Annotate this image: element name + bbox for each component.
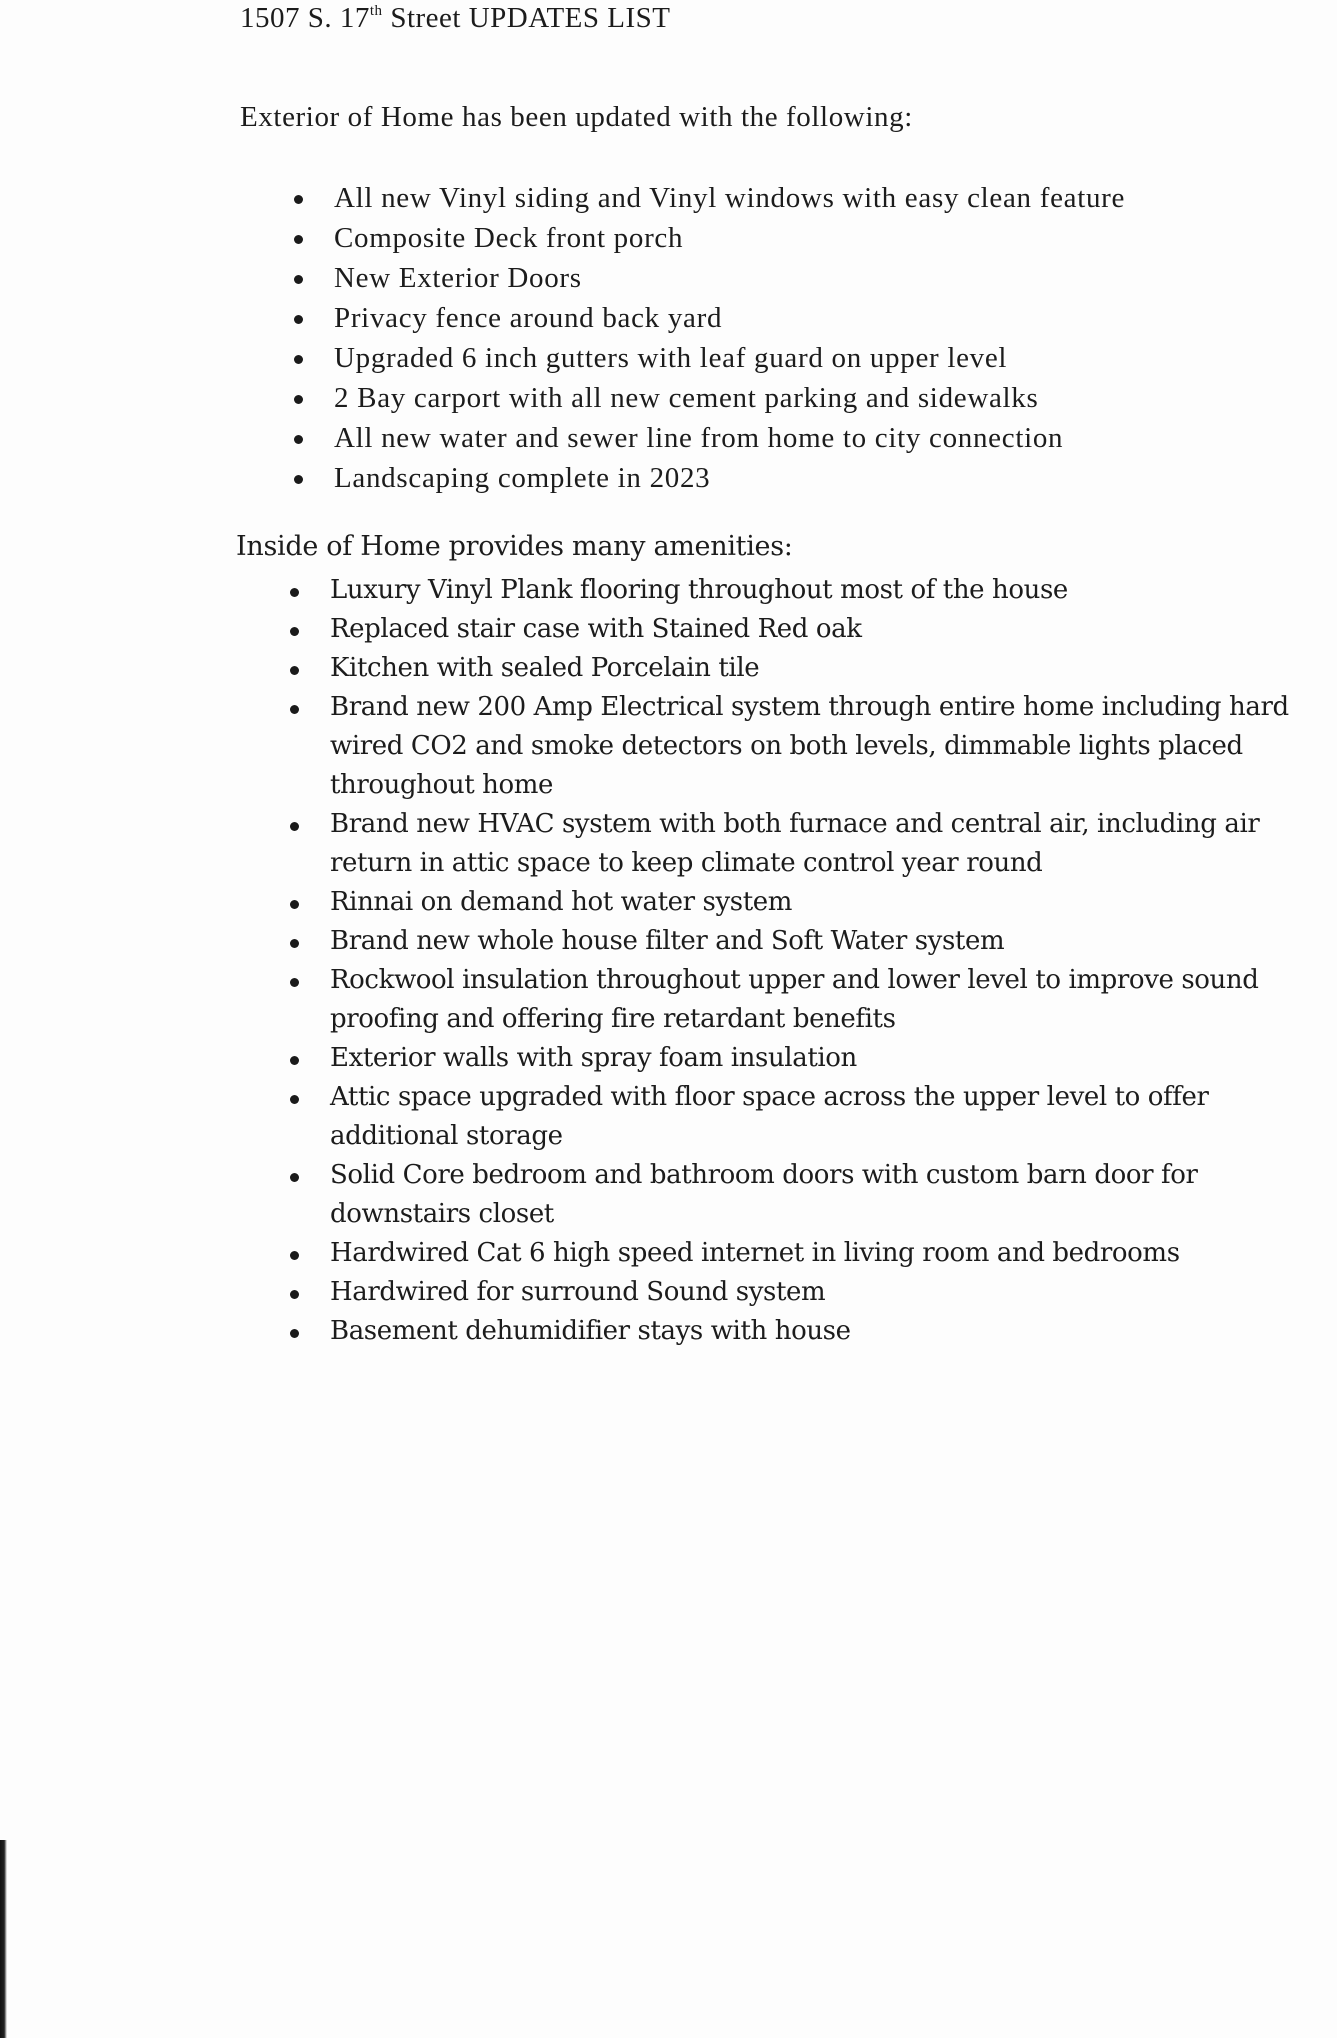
bullet-icon: [290, 1056, 299, 1065]
list-item-text: Replaced stair case with Stained Red oak: [330, 614, 862, 644]
list-item-text: Hardwired Cat 6 high speed internet in living room and bedrooms: [330, 1238, 1180, 1268]
list-item-text: Brand new whole house filter and Soft Water system: [330, 926, 1005, 956]
list-item-text: Landscaping complete in 2023: [334, 462, 711, 494]
bullet-icon: [290, 939, 299, 948]
bullet-icon: [294, 235, 303, 244]
list-item: [330, 961, 1330, 1039]
bullet-icon: [290, 627, 299, 636]
list-item: [330, 1039, 1330, 1078]
scan-shadow-edge: [0, 1840, 7, 2038]
interior-list: [330, 571, 1330, 1351]
list-item-text: All new Vinyl siding and Vinyl windows with easy clean feature: [334, 182, 1126, 214]
bullet-icon: [290, 978, 299, 987]
list-item: [330, 805, 1330, 883]
list-item-text: Brand new 200 Amp Electrical system through entire home including hard wired CO2 and smoke detectors on both levels, dimmable lights placed throughout home: [330, 692, 1289, 800]
list-item: [330, 1078, 1330, 1156]
list-item-text: Exterior walls with spray foam insulation: [330, 1043, 857, 1073]
title-prefix: 1507 S. 17: [240, 2, 370, 34]
bullet-icon: [294, 435, 303, 444]
bullet-icon: [290, 1173, 299, 1182]
interior-heading: Inside of Home provides many amenities:: [236, 531, 793, 562]
title-suffix: Street UPDATES LIST: [382, 2, 671, 34]
bullet-icon: [290, 1095, 299, 1104]
bullet-icon: [294, 475, 303, 484]
list-item: [330, 610, 1330, 649]
list-item: [330, 922, 1330, 961]
list-item: [330, 571, 1330, 610]
list-item-text: Privacy fence around back yard: [334, 302, 723, 334]
list-item-text: New Exterior Doors: [334, 262, 582, 294]
bullet-icon: [290, 705, 299, 714]
bullet-icon: [294, 395, 303, 404]
list-item-text: Rockwool insulation throughout upper and lower level to improve sound proofing and offering fire retardant benefits: [330, 965, 1259, 1034]
list-item: [334, 338, 1294, 378]
bullet-icon: [290, 1290, 299, 1299]
list-item: [334, 218, 1294, 258]
list-item: [330, 649, 1330, 688]
list-item-text: Upgraded 6 inch gutters with leaf guard on upper level: [334, 342, 1008, 374]
list-item: [330, 688, 1330, 805]
list-item-text: Kitchen with sealed Porcelain tile: [330, 653, 760, 683]
list-item: [334, 258, 1294, 298]
document-title: [240, 2, 670, 35]
list-item-text: Luxury Vinyl Plank flooring throughout most of the house: [330, 575, 1068, 605]
bullet-icon: [290, 1251, 299, 1260]
list-item: [330, 883, 1330, 922]
list-item: [330, 1156, 1330, 1234]
bullet-icon: [290, 588, 299, 597]
list-item-text: Hardwired for surround Sound system: [330, 1277, 826, 1307]
bullet-icon: [290, 666, 299, 675]
bullet-icon: [290, 900, 299, 909]
bullet-icon: [290, 1329, 299, 1338]
list-item: [330, 1234, 1330, 1273]
list-item: [334, 378, 1294, 418]
bullet-icon: [294, 355, 303, 364]
bullet-icon: [294, 275, 303, 284]
bullet-icon: [294, 195, 303, 204]
list-item-text: Rinnai on demand hot water system: [330, 887, 793, 917]
list-item-text: Attic space upgraded with floor space across the upper level to offer additional storage: [330, 1082, 1209, 1151]
list-item: [330, 1273, 1330, 1312]
list-item-text: 2 Bay carport with all new cement parking and sidewalks: [334, 382, 1039, 414]
list-item-text: All new water and sewer line from home to city connection: [334, 422, 1064, 454]
list-item: [334, 298, 1294, 338]
title-superscript: th: [369, 3, 383, 19]
list-item: [334, 418, 1294, 458]
exterior-list: [334, 178, 1294, 498]
list-item: [334, 178, 1294, 218]
exterior-heading: Exterior of Home has been updated with the following:: [240, 101, 913, 133]
list-item-text: Basement dehumidifier stays with house: [330, 1316, 851, 1346]
list-item-text: Composite Deck front porch: [334, 222, 684, 254]
list-item: [330, 1312, 1330, 1351]
list-item: [334, 458, 1294, 498]
list-item-text: Solid Core bedroom and bathroom doors with custom barn door for downstairs closet: [330, 1160, 1198, 1229]
list-item-text: Brand new HVAC system with both furnace and central air, including air return in attic space to keep climate control year round: [330, 809, 1260, 878]
bullet-icon: [294, 315, 303, 324]
bullet-icon: [290, 822, 299, 831]
